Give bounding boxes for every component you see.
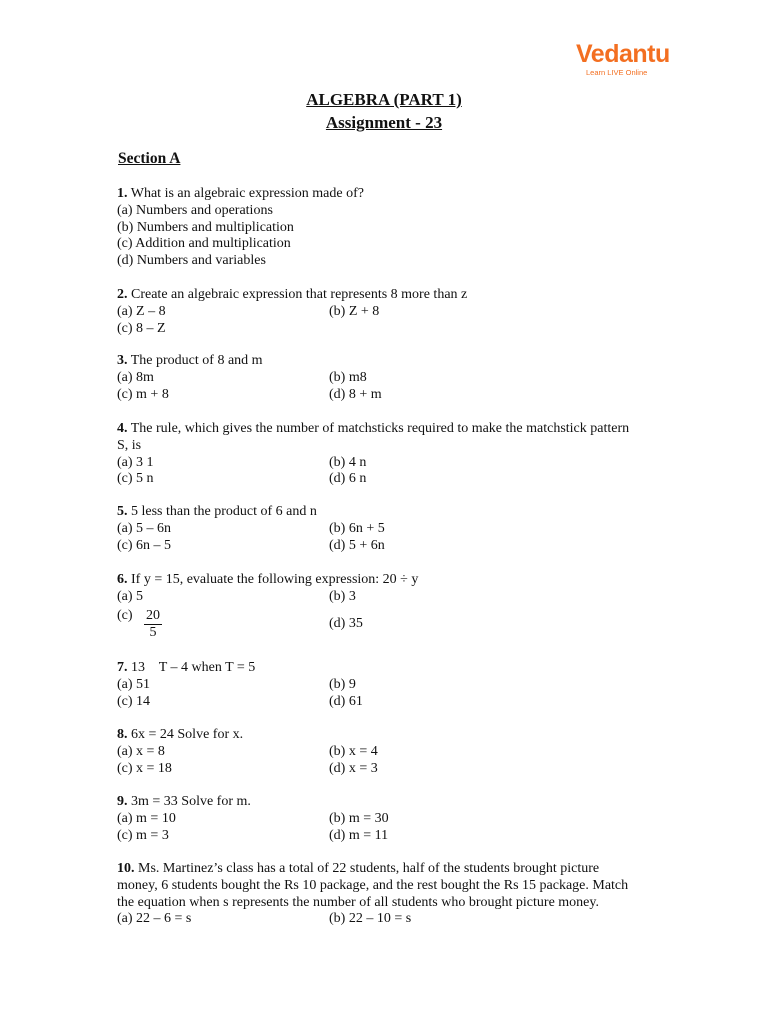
- question-text: What is an algebraic expression made of?: [127, 186, 364, 201]
- option: (c) x = 18: [117, 760, 172, 776]
- question-number: 1.: [117, 186, 128, 201]
- option: (d) m = 11: [329, 827, 389, 843]
- option: (a) 5 – 6n: [117, 520, 172, 536]
- option: (d) 6 n: [329, 471, 367, 487]
- option-row: [117, 744, 647, 761]
- option-row: [117, 387, 647, 404]
- question-number: 8.: [117, 727, 128, 742]
- option-row: [117, 455, 647, 472]
- option: (d) 8 + m: [329, 386, 382, 402]
- question-stem: [117, 794, 647, 811]
- option: (a) m = 10: [117, 810, 176, 826]
- option: (b) 6n + 5: [329, 520, 385, 536]
- logo-tagline: Learn LIVE Online: [586, 68, 648, 77]
- option-row: [117, 370, 647, 387]
- option: (c) Addition and multiplication: [117, 236, 291, 252]
- question-text: The rule, which gives the number of matchsticks required to make the matchstick pattern: [127, 421, 630, 436]
- question-number: 2.: [117, 287, 128, 302]
- option: (d) Numbers and variables: [117, 253, 266, 269]
- option: (c) 6n – 5: [117, 537, 172, 553]
- question-6: [117, 572, 647, 644]
- question-text: 3m = 33 Solve for m.: [127, 794, 251, 809]
- question-stem: [117, 186, 647, 203]
- assignment-subtitle: Assignment - 23: [325, 113, 443, 132]
- option: (d) 35: [329, 616, 363, 632]
- question-stem: [117, 861, 657, 878]
- option-fraction: [117, 608, 329, 641]
- question-10: [117, 861, 657, 928]
- question-number: 7.: [117, 660, 128, 675]
- question-text: Ms. Martinez’s class has a total of 22 students, half of the students brought picture: [134, 861, 600, 876]
- option: (c) 14: [117, 693, 151, 709]
- question-stem: [117, 660, 647, 677]
- question-4: [117, 421, 647, 488]
- option-row: [117, 811, 647, 828]
- option: (a) 22 – 6 = s: [117, 911, 192, 927]
- question-text-cont: the equation when s represents the number of all students who brought picture money.: [117, 894, 599, 910]
- option: (b) 9: [329, 676, 356, 692]
- option-row: [117, 694, 647, 711]
- option-row: [117, 521, 647, 538]
- option: (a) 3 1: [117, 454, 154, 470]
- fraction-denominator: 5: [149, 625, 157, 641]
- page-title: ALGEBRA (PART 1): [306, 90, 462, 109]
- option-label: (c): [117, 608, 133, 624]
- option: (a) Numbers and operations: [117, 202, 273, 218]
- section-heading: Section A: [118, 150, 181, 167]
- option: (b) 4 n: [329, 454, 367, 470]
- question-text: 5 less than the product of 6 and n: [127, 504, 317, 519]
- option: (b) m8: [329, 369, 367, 385]
- option: (a) x = 8: [117, 743, 165, 759]
- option: (a) 8m: [117, 369, 154, 385]
- option-row: [117, 538, 647, 555]
- option: (b) x = 4: [329, 743, 378, 759]
- option: (c) 5 n: [117, 471, 154, 487]
- option-row: [117, 677, 647, 694]
- question-8: [117, 727, 647, 777]
- option: (a) Z – 8: [117, 303, 166, 319]
- question-3: [117, 353, 647, 403]
- question-text-cont: money, 6 students bought the Rs 10 package, and the rest bought the Rs 15 package. Match: [117, 877, 629, 893]
- question-number: 3.: [117, 353, 128, 368]
- question-stem: [117, 287, 647, 304]
- option: (d) 5 + 6n: [329, 537, 385, 553]
- option-row: [117, 304, 647, 321]
- option-row: [117, 589, 647, 606]
- option: (b) Z + 8: [329, 303, 380, 319]
- option: (c) 8 – Z: [117, 320, 166, 336]
- option-row: [117, 911, 657, 928]
- question-text-cont: S, is: [117, 437, 142, 453]
- option: (b) m = 30: [329, 810, 389, 826]
- question-number: 10.: [117, 861, 135, 876]
- option: (d) 61: [329, 693, 363, 709]
- option: (a) 5: [117, 588, 144, 604]
- option-row: [117, 471, 647, 488]
- question-text: 13 T – 4 when T = 5: [127, 660, 256, 675]
- question-5: [117, 504, 647, 554]
- vedantu-logo: [576, 40, 686, 77]
- question-text: Create an algebraic expression that represents 8 more than z: [127, 287, 468, 302]
- option-row: [117, 606, 647, 644]
- option: (a) 51: [117, 676, 151, 692]
- option: (b) 22 – 10 = s: [329, 911, 412, 927]
- question-stem: [117, 504, 647, 521]
- fraction-numerator: 20: [146, 608, 161, 624]
- option: (c) m = 3: [117, 827, 169, 843]
- question-stem: [117, 572, 647, 589]
- question-text: If y = 15, evaluate the following expression: 20 ÷ y: [127, 572, 419, 587]
- question-number: 6.: [117, 572, 128, 587]
- question-2: [117, 287, 647, 337]
- question-number: 5.: [117, 504, 128, 519]
- option-row: [117, 761, 647, 778]
- question-number: 9.: [117, 794, 128, 809]
- question-7: [117, 660, 647, 710]
- question-stem: [117, 353, 647, 370]
- option: (b) 3: [329, 588, 356, 604]
- fraction: [144, 608, 162, 641]
- option: (d) x = 3: [329, 760, 378, 776]
- option-row: [117, 828, 647, 845]
- question-9: [117, 794, 647, 844]
- question-text: The product of 8 and m: [127, 353, 263, 368]
- question-stem: [117, 727, 647, 744]
- question-number: 4.: [117, 421, 128, 436]
- option: (c) m + 8: [117, 386, 169, 402]
- question-stem: [117, 421, 647, 438]
- option: (b) Numbers and multiplication: [117, 219, 294, 235]
- question-1: [117, 186, 647, 270]
- question-text: 6x = 24 Solve for x.: [127, 727, 244, 742]
- logo-wordmark: Vedantu: [576, 40, 670, 68]
